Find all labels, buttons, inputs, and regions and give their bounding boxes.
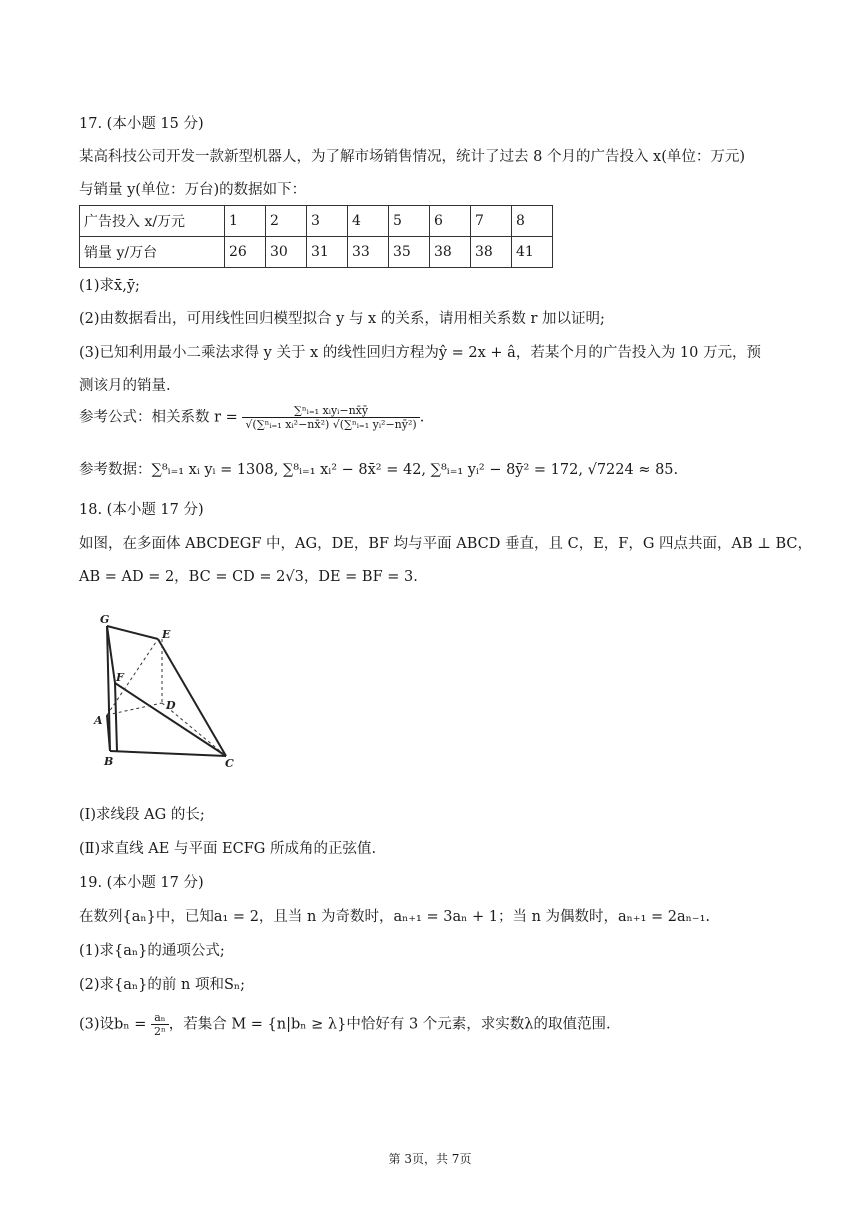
vertex-label-c: C	[225, 757, 234, 770]
q18-title: 18. (本小题 17 分)	[79, 502, 204, 518]
table-cell: 38	[471, 237, 512, 268]
q19-part2: (2)求{aₙ}的前 n 项和Sₙ;	[79, 977, 246, 993]
table-cell: 8	[512, 206, 553, 237]
q18-stem-line2: AB = AD = 2，BC = CD = 2√3，DE = BF = 3.	[79, 569, 418, 585]
q17-data-table	[79, 205, 553, 268]
table-row	[80, 206, 553, 237]
q17-part1: (1)求x̄,ȳ;	[79, 278, 140, 294]
q19-part1: (1)求{aₙ}的通项公式;	[79, 943, 225, 959]
q19-title: 19. (本小题 17 分)	[79, 875, 204, 891]
q17-intro-line2: 与销量 y(单位：万台)的数据如下：	[79, 182, 307, 198]
vertex-label-d: D	[166, 699, 176, 712]
q17-formula	[79, 404, 424, 431]
table-cell: 26	[225, 237, 266, 268]
table-cell: 41	[512, 237, 553, 268]
bn-numerator: aₙ	[151, 1011, 169, 1025]
q17-part3-line1: (3)已知利用最小二乘法求得 y 关于 x 的线性回归方程为ŷ = 2x + â，若某个月的广告投入为 10 万元，预	[79, 345, 761, 361]
q17-intro-line1: 某高科技公司开发一款新型机器人，为了解市场销售情况，统计了过去 8 个月的广告投入 x(单位：万元)	[79, 149, 746, 165]
table-cell: 30	[266, 237, 307, 268]
page-footer: 第 3页，共 7页	[388, 1152, 472, 1166]
table-row-header: 广告投入 x/万元	[80, 206, 225, 237]
table-cell: 35	[389, 237, 430, 268]
table-cell: 6	[430, 206, 471, 237]
table-cell: 4	[348, 206, 389, 237]
q19-part3-prefix: (3)设bₙ =	[79, 1016, 147, 1033]
q17-part2: (2)由数据看出，可用线性回归模型拟合 y 与 x 的关系，请用相关系数 r 加以证明;	[79, 311, 605, 327]
q17-title: 17. (本小题 15 分)	[79, 116, 204, 132]
formula-numerator: ∑ⁿᵢ₌₁ xᵢyᵢ−nx̄ȳ	[242, 404, 419, 418]
q17-part3-line2: 测该月的销量.	[79, 378, 171, 394]
table-cell: 2	[266, 206, 307, 237]
table-cell: 1	[225, 206, 266, 237]
q19-part3	[79, 1011, 611, 1038]
bn-fraction	[151, 1011, 169, 1038]
table-row	[80, 237, 553, 268]
formula-label: 参考公式：相关系数 r =	[79, 409, 238, 426]
table-cell: 7	[471, 206, 512, 237]
table-cell: 3	[307, 206, 348, 237]
q19-part3-suffix: ，若集合 M = {n|bₙ ≥ λ}中恰好有 3 个元素，求实数λ的取值范围.	[168, 1016, 611, 1033]
q18-part2: (Ⅱ)求直线 AE 与平面 ECFG 所成角的正弦值.	[79, 841, 377, 857]
table-cell: 33	[348, 237, 389, 268]
vertex-label-e: E	[162, 628, 171, 641]
table-cell: 5	[389, 206, 430, 237]
vertex-label-b: B	[104, 755, 114, 768]
correlation-fraction	[242, 404, 419, 431]
q19-stem: 在数列{aₙ}中，已知a₁ = 2，且当 n 为奇数时，aₙ₊₁ = 3aₙ + 1；当 n 为偶数时，aₙ₊₁ = 2aₙ₋₁.	[79, 909, 710, 925]
vertex-label-g: G	[100, 613, 110, 626]
table-row-header: 销量 y/万台	[80, 237, 225, 268]
q18-part1: (Ⅰ)求线段 AG 的长;	[79, 807, 205, 823]
formula-end: .	[419, 409, 425, 426]
figure-solid-edges	[107, 626, 226, 756]
table-cell: 38	[430, 237, 471, 268]
vertex-label-f: F	[116, 671, 124, 684]
q17-reference-data: 参考数据：∑⁸ᵢ₌₁ xᵢ yᵢ = 1308, ∑⁸ᵢ₌₁ xᵢ² − 8x̄² = 42, ∑⁸ᵢ₌₁ yᵢ² − 8ȳ² = 172, √7224 ≈ 85.	[79, 462, 679, 478]
polyhedron-figure	[88, 605, 248, 780]
vertex-label-a: A	[94, 714, 103, 727]
formula-denominator: √(∑ⁿᵢ₌₁ xᵢ²−nx̄²) √(∑ⁿᵢ₌₁ yᵢ²−nȳ²)	[245, 418, 417, 431]
bn-denominator: 2ⁿ	[153, 1025, 166, 1038]
table-cell: 31	[307, 237, 348, 268]
figure-hidden-edges	[107, 639, 226, 756]
q18-stem-line1: 如图，在多面体 ABCDEGF 中，AG，DE，BF 均与平面 ABCD 垂直，且 C，E，F，G 四点共面，AB ⊥ BC，	[79, 536, 813, 552]
